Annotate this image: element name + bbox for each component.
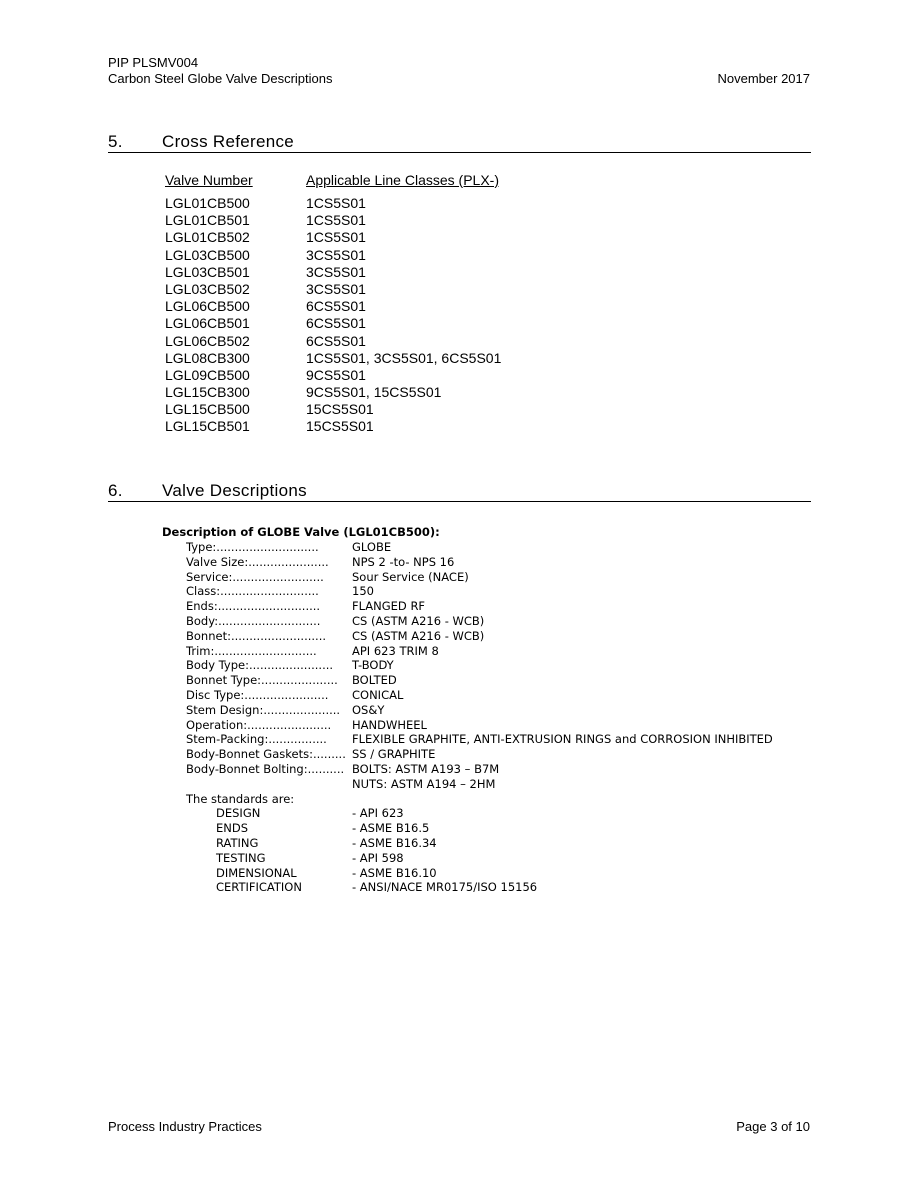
line-classes: 9CS5S01, 15CS5S01 bbox=[306, 384, 442, 401]
line-classes: 1CS5S01 bbox=[306, 195, 366, 211]
valve-number: LGL06CB502 bbox=[165, 332, 250, 349]
spec-value: CS (ASTM A216 - WCB) bbox=[352, 628, 485, 643]
line-classes: 1CS5S01 bbox=[306, 212, 366, 229]
valve-number: LGL15CB500 bbox=[165, 401, 250, 418]
spec-row bbox=[186, 570, 773, 585]
section-title: Cross Reference bbox=[162, 132, 295, 151]
spec-value: HANDWHEEL bbox=[352, 717, 427, 732]
table-header bbox=[165, 171, 501, 191]
table-row bbox=[165, 229, 501, 246]
spec-row bbox=[186, 747, 773, 762]
spec-row bbox=[186, 644, 773, 659]
spec-label: Class:........................... bbox=[186, 584, 319, 599]
table-row bbox=[165, 264, 501, 281]
spec-row bbox=[186, 718, 773, 733]
standards-title: The standards are: bbox=[186, 791, 295, 806]
spec-value: NUTS: ASTM A194 – 2HM bbox=[352, 776, 496, 791]
standard-label: RATING bbox=[216, 835, 259, 850]
spec-row bbox=[186, 614, 773, 629]
column-header-valve-number: Valve Number bbox=[165, 172, 253, 188]
spec-label: Ends:............................ bbox=[186, 599, 321, 614]
line-classes: 3CS5S01 bbox=[306, 280, 366, 297]
doc-title: Carbon Steel Globe Valve Descriptions bbox=[108, 71, 333, 86]
standard-value: - API 598 bbox=[352, 850, 404, 865]
spec-row bbox=[186, 732, 773, 747]
spec-value: FLANGED RF bbox=[352, 599, 426, 614]
standard-label: DESIGN bbox=[216, 806, 261, 821]
table-row bbox=[165, 401, 501, 418]
spec-row bbox=[186, 629, 773, 644]
standard-label: DIMENSIONAL bbox=[216, 865, 297, 880]
standard-label: ENDS bbox=[216, 821, 249, 836]
description-title: Description of GLOBE Valve (LGL01CB500): bbox=[162, 525, 440, 539]
valve-number: LGL03CB502 bbox=[165, 280, 250, 297]
spec-label: Body-Bonnet Gaskets:......... bbox=[186, 747, 346, 762]
spec-list bbox=[186, 540, 773, 792]
table-row bbox=[165, 367, 501, 384]
section-6-heading bbox=[108, 481, 811, 502]
spec-label: Service:......................... bbox=[186, 569, 324, 584]
standard-row bbox=[216, 880, 773, 895]
spec-value: 150 bbox=[352, 584, 374, 599]
spec-row bbox=[186, 555, 773, 570]
standard-label: CERTIFICATION bbox=[216, 880, 302, 895]
valve-number: LGL15CB300 bbox=[165, 384, 250, 401]
standards-list bbox=[216, 806, 773, 895]
spec-row bbox=[186, 688, 773, 703]
valve-number: LGL06CB501 bbox=[165, 315, 250, 332]
spec-value: CS (ASTM A216 - WCB) bbox=[352, 613, 485, 628]
table-row bbox=[165, 212, 501, 229]
valve-number: LGL01CB502 bbox=[165, 229, 250, 246]
spec-label: Stem-Packing:................ bbox=[186, 732, 327, 747]
spec-value: OS&Y bbox=[352, 702, 385, 717]
spec-row bbox=[186, 584, 773, 599]
spec-value: T-BODY bbox=[352, 658, 394, 673]
footer-page-number: Page 3 of 10 bbox=[736, 1119, 810, 1134]
standard-row bbox=[216, 821, 773, 836]
line-classes: 6CS5S01 bbox=[306, 298, 366, 315]
line-classes: 6CS5S01 bbox=[306, 315, 366, 332]
line-classes: 3CS5S01 bbox=[306, 263, 366, 280]
table-row bbox=[165, 315, 501, 332]
spec-label: Operation:....................... bbox=[186, 717, 332, 732]
spec-label: Stem Design:..................... bbox=[186, 702, 341, 717]
line-classes: 1CS5S01, 3CS5S01, 6CS5S01 bbox=[306, 349, 502, 366]
spec-value: BOLTS: ASTM A193 – B7M bbox=[352, 761, 500, 776]
spec-label bbox=[186, 777, 352, 792]
table-row bbox=[165, 247, 501, 264]
line-classes: 9CS5S01 bbox=[306, 366, 366, 383]
standard-value: - ANSI/NACE MR0175/ISO 15156 bbox=[352, 880, 538, 895]
standard-row bbox=[216, 851, 773, 866]
standard-value: - ASME B16.5 bbox=[352, 821, 430, 836]
line-classes: 6CS5S01 bbox=[306, 332, 366, 349]
spec-row bbox=[186, 703, 773, 718]
table-row bbox=[165, 350, 501, 367]
spec-label: Bonnet:.......................... bbox=[186, 628, 327, 643]
table-row bbox=[165, 333, 501, 350]
spec-label: Trim:............................ bbox=[186, 643, 317, 658]
valve-number: LGL15CB501 bbox=[165, 418, 250, 435]
spec-label: Disc Type:....................... bbox=[186, 687, 329, 702]
line-classes: 3CS5S01 bbox=[306, 246, 366, 263]
spec-value: NPS 2 -to- NPS 16 bbox=[352, 554, 455, 569]
valve-number: LGL03CB500 bbox=[165, 246, 250, 263]
section-number: 6. bbox=[108, 481, 123, 500]
spec-label: Body Type:....................... bbox=[186, 658, 334, 673]
table-row bbox=[165, 298, 501, 315]
table-row bbox=[165, 195, 501, 212]
spec-label: Body:............................ bbox=[186, 613, 321, 628]
section-title: Valve Descriptions bbox=[162, 481, 307, 500]
spec-row bbox=[186, 658, 773, 673]
standard-row bbox=[216, 866, 773, 881]
valve-number: LGL03CB501 bbox=[165, 263, 250, 280]
line-classes: 1CS5S01 bbox=[306, 229, 366, 246]
spec-label: Bonnet Type:..................... bbox=[186, 673, 338, 688]
doc-date: November 2017 bbox=[717, 71, 810, 86]
table-row bbox=[165, 281, 501, 298]
spec-row bbox=[186, 540, 773, 555]
spec-label: Body-Bonnet Bolting:.......... bbox=[186, 761, 345, 776]
footer-org: Process Industry Practices bbox=[108, 1119, 262, 1134]
spec-row bbox=[186, 599, 773, 614]
valve-number: LGL01CB501 bbox=[165, 212, 250, 229]
spec-value: SS / GRAPHITE bbox=[352, 747, 436, 762]
standard-row bbox=[216, 836, 773, 851]
standard-label: TESTING bbox=[216, 850, 266, 865]
valve-number: LGL06CB500 bbox=[165, 298, 250, 315]
valve-number: LGL08CB300 bbox=[165, 349, 250, 366]
standard-row bbox=[216, 806, 773, 821]
spec-value: Sour Service (NACE) bbox=[352, 569, 469, 584]
standard-value: - API 623 bbox=[352, 806, 404, 821]
spec-row bbox=[186, 777, 773, 792]
standard-value: - ASME B16.10 bbox=[352, 865, 437, 880]
spec-value: GLOBE bbox=[352, 540, 392, 554]
column-header-line-classes: Applicable Line Classes (PLX-) bbox=[306, 172, 499, 188]
spec-value: API 623 TRIM 8 bbox=[352, 643, 439, 658]
standard-value: - ASME B16.34 bbox=[352, 835, 437, 850]
spec-value: BOLTED bbox=[352, 673, 397, 688]
spec-label: Valve Size:...................... bbox=[186, 554, 329, 569]
section-5-heading bbox=[108, 132, 811, 153]
section-number: 5. bbox=[108, 132, 123, 151]
line-classes: 15CS5S01 bbox=[306, 418, 374, 435]
table-body bbox=[165, 195, 501, 436]
line-classes: 15CS5S01 bbox=[306, 401, 374, 418]
table-row bbox=[165, 384, 501, 401]
valve-description bbox=[162, 525, 773, 895]
table-row bbox=[165, 418, 501, 435]
doc-id: PIP PLSMV004 bbox=[108, 55, 199, 70]
cross-reference-table bbox=[165, 171, 501, 436]
spec-row bbox=[186, 762, 773, 777]
spec-row bbox=[186, 673, 773, 688]
valve-number: LGL01CB500 bbox=[165, 195, 250, 211]
spec-value: CONICAL bbox=[352, 687, 404, 702]
spec-label: Type:............................ bbox=[186, 540, 319, 554]
valve-number: LGL09CB500 bbox=[165, 366, 250, 383]
spec-value: FLEXIBLE GRAPHITE, ANTI-EXTRUSION RINGS and CORROSION INHIBITED bbox=[352, 732, 773, 747]
